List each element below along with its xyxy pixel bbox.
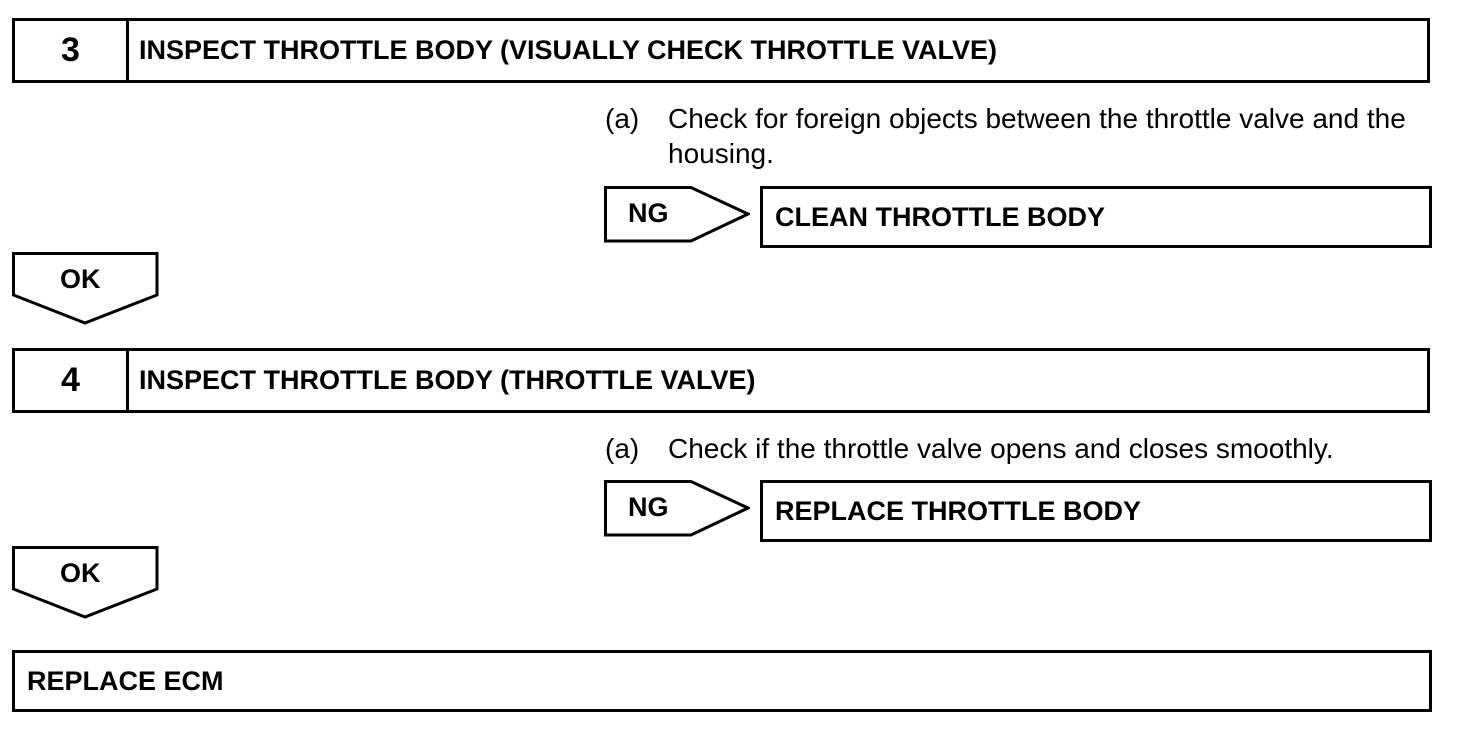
ng-label: NG	[628, 492, 669, 522]
step-3-ng-action: CLEAN THROTTLE BODY	[760, 186, 1432, 248]
step-3-instruction	[605, 101, 1428, 171]
ng-arrow-shape	[604, 186, 750, 244]
final-action-box: REPLACE ECM	[12, 650, 1432, 712]
step-4-header	[12, 348, 1430, 413]
step-3-ok-tag	[12, 252, 159, 325]
step-4-instruction	[605, 431, 1428, 466]
step-3-ng-tag	[604, 186, 750, 244]
step-4-ok-tag	[12, 546, 159, 619]
step-title: INSPECT THROTTLE BODY (THROTTLE VALVE)	[139, 365, 756, 395]
step-4-ng-action: REPLACE THROTTLE BODY	[760, 480, 1432, 542]
step-4-ng-tag	[604, 480, 750, 538]
ok-label: OK	[60, 264, 101, 294]
instruction-letter: (a)	[605, 433, 640, 464]
step-number: 3	[15, 21, 129, 80]
instruction-letter: (a)	[605, 103, 640, 134]
ng-label: NG	[628, 198, 669, 228]
ng-arrow-shape	[604, 480, 750, 538]
step-number: 4	[15, 351, 129, 410]
instruction-text: Check if the throttle valve opens and closes smoothly.	[668, 433, 1334, 464]
ok-label: OK	[60, 558, 101, 588]
step-title: INSPECT THROTTLE BODY (VISUALLY CHECK THROTTLE VALVE)	[139, 35, 998, 65]
step-3-header	[12, 18, 1430, 83]
instruction-text: Check for foreign objects between the throttle valve and the housing.	[668, 103, 1406, 169]
